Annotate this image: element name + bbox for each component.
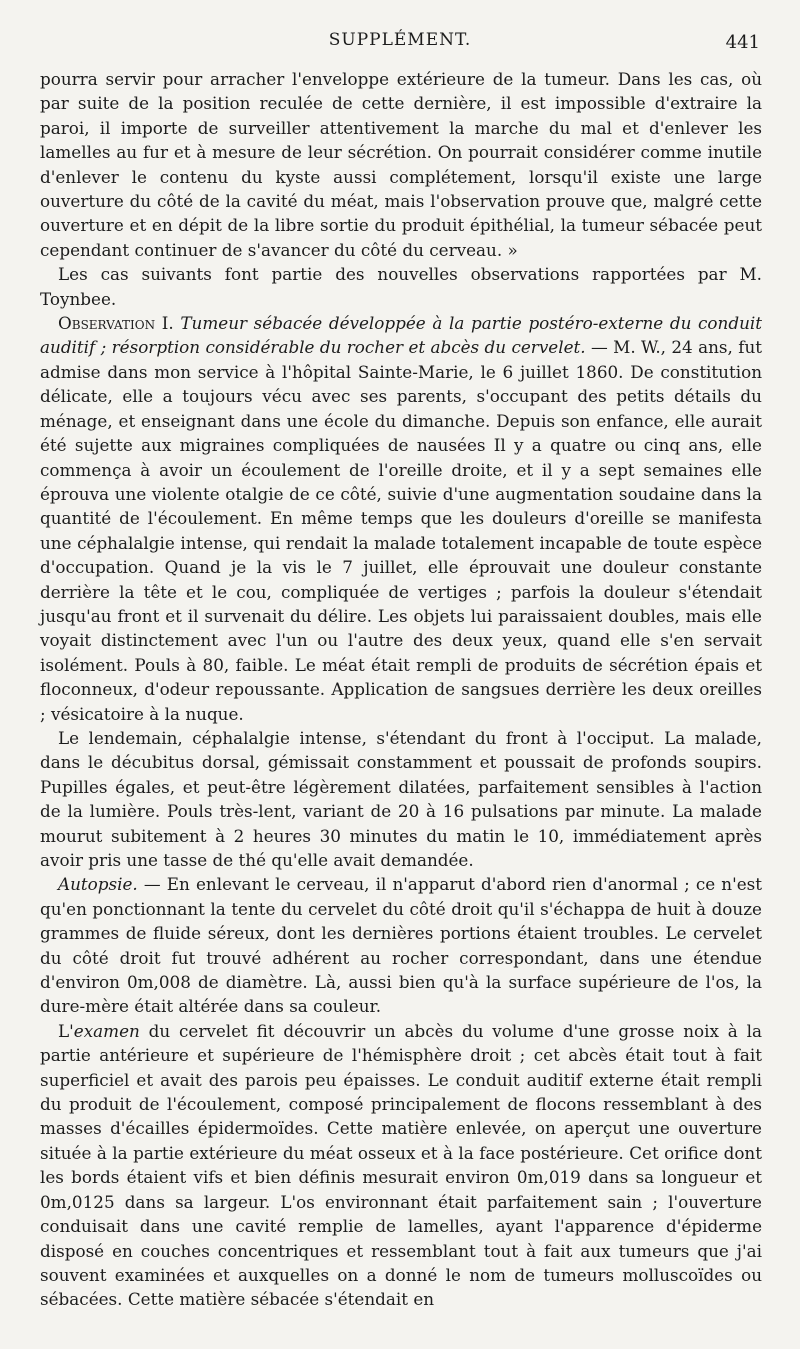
running-head: SUPPLÉMENT.	[328, 30, 472, 50]
examen-label: examen	[73, 1020, 140, 1041]
autopsy-label: Autopsie.	[58, 874, 138, 895]
paragraph-text: du cervelet fit découvrir un abcès du volume d'une grosse noix à la partie antérieure et supérieure de l'hémisphère droit ; cet abcès était tout à fait superficiel et avait des parois peu épaisses. Le conduit auditif externe était rempli du produit de l'écoulement, composé principalement de flocons ressemblant à des masses d'écailles épidermoïdes. Cette matière enlevée, on aperçut une ouverture située à la partie extérieure du méat osseux et à la face postérieure. Cet orifice dont les bords étaient vifs et bien définis mesurait environ 0m,019 dans sa longueur et 0m,0125 dans sa largeur. L'os environnant était parfaitement sain ; l'ouverture conduisait dans une cavité remplie de lamelles, ayant l'apparence d'épiderme disposé en couches concentriques et ressemblant tout à fait aux tumeurs que j'ai souvent examinées et auxquelles on a donné le nom de tumeurs molluscoïdes ou sébacées. Cette matière sébacée s'étendait en	[40, 1020, 762, 1310]
examen-paragraph	[40, 1019, 762, 1312]
observation-paragraph	[40, 311, 762, 726]
paragraph-text: pourra servir pour arracher l'enveloppe extérieure de la tumeur. Dans les cas, où par suite de la position reculée de cette dernière, il est impossible d'extraire la paroi, il importe de surveiller attentivement la marche du mal et d'enlever les lamelles au fur et à mesure de leur sécrétion. On pourrait considérer comme inutile d'enlever le contenu du kyste aussi complétement, lorsqu'il existe une large ouverture du côté de la cavité du méat, mais l'observation prouve que, malgré cette ouverture et en dépit de la libre sortie du produit épithélial, la tumeur sébacée peut cependant continuer de s'avancer du côté du cerveau. »	[40, 69, 762, 260]
paragraph	[40, 726, 762, 872]
paragraph	[40, 67, 762, 262]
paragraph-text: — M. W., 24 ans, fut admise dans mon service à l'hôpital Sainte-Marie, le 6 juillet 1860. De constitution délicate, elle a toujours vécu avec ses parents, s'occupant des petits détails du ménage, et enseignant dans une école du dimanche. Depuis son enfance, elle aurait été sujette aux migraines compliquées de nausées Il y a quatre ou cinq ans, elle commença à avoir un écoulement de l'oreille droite, et il y a sept semaines elle éprouva une violente otalgie de ce côté, suivie d'une augmentation soudaine dans la quantité de l'écoulement. En même temps que les douleurs d'oreille se manifesta une céphalalgie intense, qui rendait la malade totalement incapable de toute espèce d'occupation. Quand je la vis le 7 juillet, elle éprouvait une douleur constante derrière la tête et le cou, compliquée de vertiges ; parfois la douleur s'étendait jusqu'au front et il survenait du délire. Les objets lui paraissaient doubles, mais elle voyait distinctement avec l'un ou l'autre des deux yeux, quand elle s'en servait isolément. Pouls à 80, faible. Le méat était rempli de produits de sécrétion épais et floconneux, d'odeur repoussante. Application de sangsues derrière les deux oreilles ; vésicatoire à la nuque.	[40, 337, 762, 724]
body-text	[40, 67, 762, 1312]
paragraph-prefix: L'	[58, 1020, 74, 1041]
observation-label: Observation I.	[58, 313, 174, 334]
page-header	[40, 30, 760, 58]
paragraph-text: Les cas suivants font partie des nouvelles observations rapportées par M. Toynbee.	[40, 264, 762, 309]
observation-title: Tumeur sébacée développée à la partie postéro-externe du conduit auditif ; résorption considérable du rocher et abcès du cervelet.	[40, 313, 762, 358]
paragraph	[40, 262, 762, 311]
paragraph-text: Le lendemain, céphalalgie intense, s'étendant du front à l'occiput. La malade, dans le décubitus dorsal, gémissait constamment et poussait de profonds soupirs. Pupilles égales, et peut-être légèrement dilatées, parfaitement sensibles à l'action de la lumière. Pouls très-lent, variant de 20 à 16 pulsations par minute. La malade mourut subitement à 2 heures 30 minutes du matin le 10, immédiatement après avoir pris une tasse de thé qu'elle avait demandée.	[40, 727, 762, 870]
paragraph-text: — En enlevant le cerveau, il n'apparut d'abord rien d'anormal ; ce n'est qu'en ponctionnant la tente du cervelet du côté droit qu'il s'échappa de huit à douze grammes de fluide séreux, dont les dernières portions étaient troubles. Le cervelet du côté droit fut trouvé adhérent au rocher correspondant, dans une étendue d'environ 0m,008 de diamètre. Là, aussi bien qu'à la surface supérieure de l'os, la dure-mère était altérée dans sa couleur.	[40, 874, 762, 1017]
autopsy-paragraph	[40, 872, 762, 1018]
page-number: 441	[725, 32, 760, 53]
